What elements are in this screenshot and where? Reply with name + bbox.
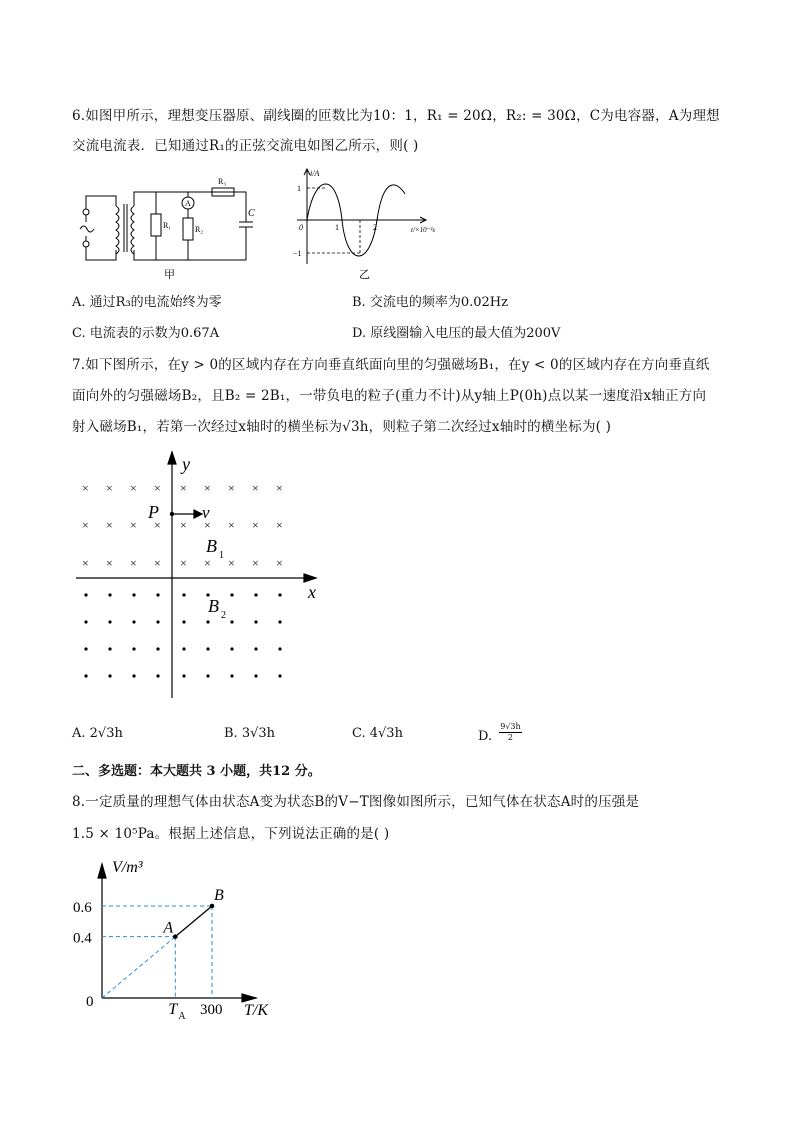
b1-sub: 1 <box>219 550 224 561</box>
field-dot <box>278 620 281 623</box>
vt-xlabel: T/K <box>244 1002 269 1019</box>
q6-figure-jia <box>72 172 272 282</box>
field-dot <box>182 674 185 677</box>
b1-label: B <box>206 536 217 556</box>
field-dot <box>230 593 233 596</box>
field-dot <box>182 647 185 650</box>
field-dot <box>108 674 111 677</box>
section-multiple-choice-heading: 二、多选题：本大题共 3 小题，共12 分。 <box>72 764 321 779</box>
velocity-label: v <box>202 503 210 522</box>
vt-point-a <box>173 934 178 939</box>
field-dot <box>230 674 233 677</box>
q8-vt-chart <box>72 850 292 1022</box>
q6-figure-yi <box>287 164 477 284</box>
field-dot <box>132 647 135 650</box>
yi-ypos: 1 <box>297 184 301 193</box>
vt-xtick-300: 300 <box>200 1002 223 1018</box>
field-dot <box>278 647 281 650</box>
field-dot <box>206 620 209 623</box>
q8-stem-line1: 8.一定质量的理想气体由状态A变为状态B的V−T图像如图所示，已知气体在状态A时的压强是 <box>72 794 640 810</box>
q7-stem-line2: 面向外的匀强磁场B₂，且B₂ = 2B₁，一带负电的粒子(重力不计)从y轴上P(0h)点以某一速度沿x轴正方向 <box>72 388 707 404</box>
q7-stem-line3: 射入磁场B₁，若第一次经过x轴时的横坐标为√3h，则粒子第二次经过x轴时的横坐标为( ) <box>72 419 612 435</box>
field-cross: × <box>106 481 113 495</box>
vt-process-line <box>175 906 212 937</box>
field-cross: × <box>276 556 283 570</box>
field-dot <box>156 647 159 650</box>
q6-option-c[interactable]: C. 电流表的示数为0.67A <box>72 326 220 341</box>
label-r1: R₁ <box>163 221 172 230</box>
yi-ylabel: i/A <box>310 169 320 178</box>
vt-xtick-ta-sub: A <box>178 1011 186 1022</box>
field-cross: × <box>106 556 113 570</box>
field-cross: × <box>180 556 187 570</box>
b2-sub: 2 <box>221 610 226 621</box>
vt-point-b-label: B <box>214 887 224 904</box>
field-cross: × <box>252 518 259 532</box>
field-cross: × <box>228 481 235 495</box>
vt-ytick-06: 0.6 <box>73 900 92 916</box>
point-p-label: P <box>148 502 159 522</box>
vt-point-b <box>210 904 215 909</box>
q7-option-d-denominator: 2 <box>507 733 513 742</box>
field-cross: × <box>130 481 137 495</box>
yi-origin: 0 <box>299 223 303 232</box>
b2-label: B <box>208 596 219 616</box>
field-cross: × <box>82 518 89 532</box>
field-dot <box>156 620 159 623</box>
field-cross: × <box>130 556 137 570</box>
vt-origin: 0 <box>86 994 94 1010</box>
label-r2: R₂ <box>195 225 204 234</box>
field-cross: × <box>180 481 187 495</box>
field-dot <box>182 593 185 596</box>
field-cross: × <box>82 481 89 495</box>
field-cross: × <box>180 518 187 532</box>
q6-option-a[interactable]: A. 通过R₃的电流始终为零 <box>72 295 222 310</box>
field-dot <box>230 647 233 650</box>
field-cross: × <box>228 556 235 570</box>
field-dot <box>156 593 159 596</box>
field-dot <box>84 593 87 596</box>
field-dot <box>230 620 233 623</box>
field-cross: × <box>252 481 259 495</box>
q7-stem-line1: 7.如下图所示，在y > 0的区域内存在方向垂直纸面向里的匀强磁场B₁，在y < 0的区域内存在方向垂直纸 <box>72 357 710 373</box>
q7-option-d-prefix: D. <box>478 729 493 744</box>
field-dot <box>108 593 111 596</box>
q6-option-d[interactable]: D. 原线圈输入电压的最大值为200V <box>352 326 561 341</box>
vt-ylabel: V/m³ <box>112 859 143 876</box>
field-dot <box>254 647 257 650</box>
field-dot <box>278 593 281 596</box>
q7-option-a[interactable]: A. 2√3h <box>72 726 123 741</box>
vt-origin-extension-line <box>102 937 175 998</box>
field-dot <box>84 674 87 677</box>
q6-stem-line2: 交流电流表．已知通过R₁的正弦交流电如图乙所示，则( ) <box>72 138 419 154</box>
field-cross: × <box>276 481 283 495</box>
y-axis-label: y <box>182 454 190 474</box>
field-dot <box>132 620 135 623</box>
field-cross: × <box>252 556 259 570</box>
field-dot <box>132 593 135 596</box>
field-cross: × <box>154 518 161 532</box>
field-cross: × <box>154 481 161 495</box>
yi-x1: 1 <box>335 223 339 232</box>
q6-option-b[interactable]: B. 交流电的频率为0.02Hz <box>352 295 508 310</box>
field-dot <box>254 620 257 623</box>
field-cross: × <box>204 556 211 570</box>
x-axis-label: x <box>308 582 316 602</box>
field-dot <box>254 674 257 677</box>
field-dot <box>156 674 159 677</box>
ammeter-icon: A <box>185 199 191 208</box>
field-dot <box>182 620 185 623</box>
field-dot <box>254 593 257 596</box>
vt-xtick-ta: T <box>168 1001 178 1018</box>
field-cross: × <box>204 518 211 532</box>
yi-x2: 2 <box>373 223 377 232</box>
q7-option-c[interactable]: C. 4√3h <box>352 726 403 741</box>
label-c: C <box>248 208 255 219</box>
field-dot <box>206 674 209 677</box>
field-dot <box>108 620 111 623</box>
caption-yi: 乙 <box>359 269 370 281</box>
field-dot <box>206 647 209 650</box>
caption-jia: 甲 <box>164 269 175 281</box>
vt-point-a-label: A <box>163 919 174 937</box>
q7-option-d[interactable] <box>478 722 522 743</box>
q7-option-d-numerator: 9√3h <box>500 722 521 731</box>
label-r3: R₃ <box>218 177 227 186</box>
field-dot <box>132 674 135 677</box>
yi-yneg: −1 <box>293 249 302 258</box>
field-cross: × <box>276 518 283 532</box>
field-dot <box>84 620 87 623</box>
vt-ytick-04: 0.4 <box>73 930 92 947</box>
field-cross: × <box>154 556 161 570</box>
field-dot <box>84 647 87 650</box>
field-dot <box>108 647 111 650</box>
field-cross: × <box>204 481 211 495</box>
field-cross: × <box>228 518 235 532</box>
field-cross: × <box>106 518 113 532</box>
q6-stem-line1: 6.如图甲所示，理想变压器原、副线圈的匝数比为10：1，R₁ = 20Ω，R₂: = 30Ω，C为电容器，A为理想 <box>72 108 720 124</box>
field-cross: × <box>82 556 89 570</box>
q8-stem-line2: 1.5 × 10⁵Pa。根据上述信息，下列说法正确的是( ) <box>72 826 390 842</box>
field-dot <box>278 674 281 677</box>
yi-xlabel: t/×10⁻²s <box>411 226 436 234</box>
q7-field-figure <box>72 448 332 700</box>
field-cross: × <box>130 518 137 532</box>
q7-option-b[interactable]: B. 3√3h <box>224 726 276 741</box>
